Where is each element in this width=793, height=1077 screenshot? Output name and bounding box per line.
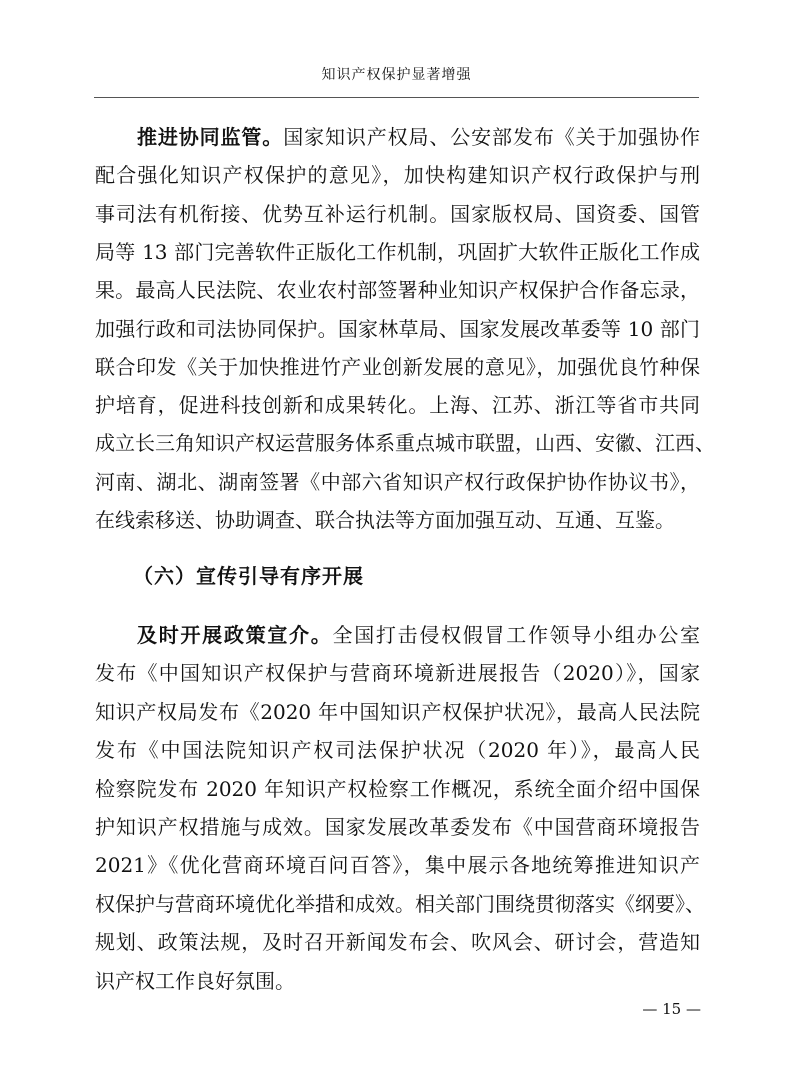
text-line: 联合印发《关于加快推进竹产业创新发展的意见》，加强优良竹种保 bbox=[95, 354, 700, 379]
running-header: 知识产权保护显著增强 bbox=[321, 67, 472, 83]
text-line: 事司法有机衔接、优势互补运行机制。国家版权局、国资委、国管 bbox=[95, 201, 700, 226]
text-line: 发布《中国知识产权保护与营商环境新进展报告（2020）》，国家 bbox=[95, 661, 700, 686]
text-line: 护知识产权措施与成效。国家发展改革委发布《中国营商环境报告 bbox=[95, 815, 700, 839]
text-line: 发布《中国法院知识产权司法保护状况（2020 年）》，最高人民 bbox=[95, 738, 700, 763]
text-line: 河南、湖北、湖南签署《中部六省知识产权行政保护协作协议书》， bbox=[95, 469, 700, 494]
text-line: 知识产权局发布《2020 年中国知识产权保护状况》，最高人民法院 bbox=[95, 699, 700, 724]
text-line bbox=[95, 622, 700, 648]
page-number: — 15 — bbox=[642, 1000, 701, 1018]
text-line: 果。最高人民法院、农业农村部签署种业知识产权保护合作备忘录， bbox=[95, 278, 700, 303]
section-heading: （六）宣传引导有序开展 bbox=[133, 564, 364, 588]
line-text: 全国打击侵权假冒工作领导小组办公室 bbox=[332, 623, 701, 647]
text-line: 识产权工作良好氛围。 bbox=[95, 968, 295, 993]
text-line: 规划、政策法规，及时召开新闻发布会、吹风会、研讨会，营造知 bbox=[95, 930, 700, 955]
text-line: 加强行政和司法协同保护。国家林草局、国家发展改革委等 10 部门 bbox=[95, 316, 700, 341]
text-line: 在线索移送、协助调查、联合执法等方面加强互动、互通、互鉴。 bbox=[95, 508, 675, 532]
text-line: 配合强化知识产权保护的意见》，加快构建知识产权行政保护与刑 bbox=[95, 163, 700, 188]
text-line: 2021》《优化营商环境百问百答》，集中展示各地统筹推进知识产 bbox=[95, 853, 700, 878]
text-line: 护培育，促进科技创新和成果转化。上海、江苏、浙江等省市共同 bbox=[95, 393, 700, 418]
text-line bbox=[95, 124, 700, 150]
text-line: 权保护与营商环境优化举措和成效。相关部门围绕贯彻落实《纲要》、 bbox=[95, 891, 705, 916]
header-rule bbox=[94, 97, 699, 98]
paragraph-lead: 及时开展政策宣介。 bbox=[137, 623, 333, 647]
paragraph-lead: 推进协同监管。 bbox=[137, 125, 284, 149]
text-line: 局等 13 部门完善软件正版化工作机制，巩固扩大软件正版化工作成 bbox=[95, 239, 700, 264]
line-text: 国家知识产权局、公安部发布《关于加强协作 bbox=[283, 125, 701, 149]
text-line: 成立长三角知识产权运营服务体系重点城市联盟，山西、安徽、江西、 bbox=[95, 431, 715, 456]
text-line: 检察院发布 2020 年知识产权检察工作概况，系统全面介绍中国保 bbox=[95, 776, 700, 801]
